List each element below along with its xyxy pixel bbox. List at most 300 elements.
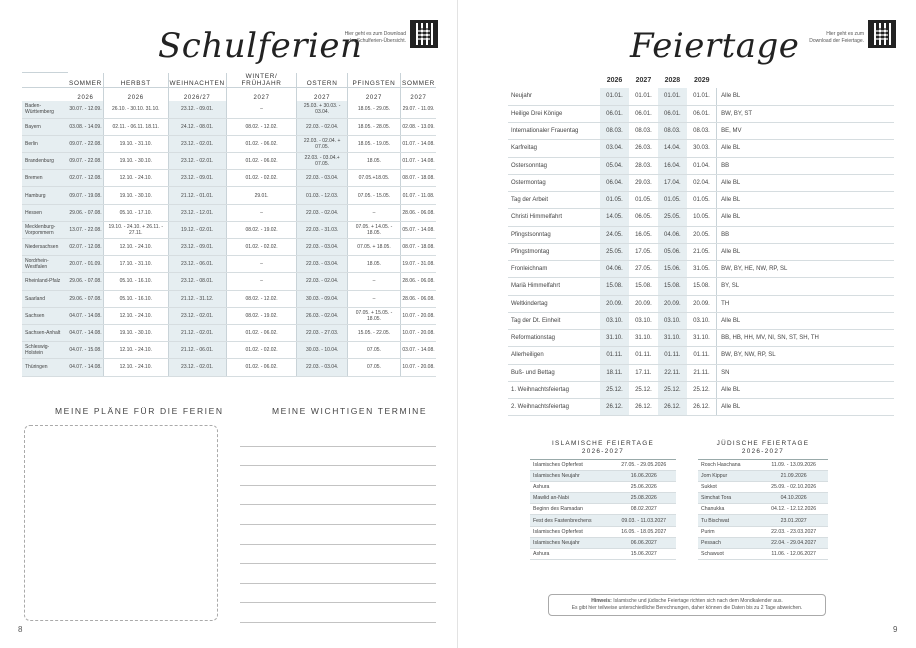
column-header: SOMMER xyxy=(401,73,437,88)
holiday-period: 22.03. - 02.04. xyxy=(297,204,348,221)
holiday-period: 22.03. - 03.04. xyxy=(297,239,348,256)
holiday-date: 25.12. xyxy=(600,381,629,398)
table-row xyxy=(22,187,436,204)
schulferien-table xyxy=(22,72,436,377)
holiday-date: 20.09. xyxy=(687,295,717,312)
holiday-date: 06.01. xyxy=(600,105,629,122)
list-item xyxy=(530,526,676,537)
holiday-period: 28.06. - 06.08. xyxy=(401,273,437,290)
holiday-date: 27.05. xyxy=(629,261,658,278)
state-name: Sachsen xyxy=(22,307,68,324)
holiday-period: 08.02. - 12.02. xyxy=(226,290,297,307)
holiday-period: 22.03. - 03.04. xyxy=(297,256,348,273)
holiday-period: – xyxy=(347,204,400,221)
holiday-name: Tag der Dt. Einheit xyxy=(508,312,600,329)
holiday-date: 18.11. xyxy=(600,364,629,381)
page-title: Feiertage xyxy=(630,26,800,66)
holiday-date: 06.01. xyxy=(658,105,687,122)
holiday-period: 22.03. - 03.04. xyxy=(297,170,348,187)
holiday-states: SN xyxy=(717,364,894,381)
holiday-period: 01.03. - 12.03. xyxy=(297,187,348,204)
holiday-name: Reformationstag xyxy=(508,330,600,347)
holiday-period: 09.07. - 22.08. xyxy=(68,135,103,152)
holiday-period: 25.03. + 30.03. - 03.04. xyxy=(297,101,348,118)
list-item xyxy=(530,493,676,504)
holiday-date: 08.02.2027 xyxy=(612,504,676,515)
table-row xyxy=(508,174,894,191)
holiday-date: 04.06. xyxy=(658,226,687,243)
table-header-row xyxy=(22,73,436,88)
holiday-date: 24.05. xyxy=(600,226,629,243)
qr-note: Hier geht es zum Download der Feiertage. xyxy=(809,31,864,44)
holiday-period: 07.05. xyxy=(347,342,400,359)
plans-notes-box[interactable] xyxy=(24,425,218,621)
holiday-date: 06.01. xyxy=(687,105,717,122)
holiday-period: 08.02. - 19.02. xyxy=(226,307,297,324)
holiday-date: 26.03. xyxy=(629,140,658,157)
holiday-date: 31.10. xyxy=(658,330,687,347)
holiday-date: 20.09. xyxy=(629,295,658,312)
holiday-date: 08.03. xyxy=(629,123,658,140)
holiday-period: – xyxy=(226,256,297,273)
table-row xyxy=(22,273,436,290)
holiday-period: 17.10. - 31.10. xyxy=(103,256,168,273)
holiday-date: 17.05. xyxy=(629,243,658,260)
holiday-states: BB, HB, HH, MV, NI, SN, ST, SH, TH xyxy=(717,330,894,347)
holiday-period: 21.12. - 31.12. xyxy=(168,290,226,307)
holiday-name: Islamisches Neujahr xyxy=(530,537,612,548)
holiday-date: 28.03. xyxy=(629,157,658,174)
note-line xyxy=(240,603,436,623)
holiday-date: 20.05. xyxy=(687,226,717,243)
holiday-period: 19.07. - 31.08. xyxy=(401,256,437,273)
holiday-period: – xyxy=(226,273,297,290)
table-row xyxy=(22,153,436,170)
table-row xyxy=(22,118,436,135)
holiday-states: BE, MV xyxy=(717,123,894,140)
table-row xyxy=(22,101,436,118)
holiday-date: 26.12. xyxy=(600,399,629,416)
holiday-states: TH xyxy=(717,295,894,312)
holiday-period: 23.12. - 12.01. xyxy=(168,204,226,221)
holiday-date: 15.08. xyxy=(658,278,687,295)
column-year: 2027 xyxy=(297,87,348,101)
column-year: 2026/27 xyxy=(168,87,226,101)
holiday-period: 29.06. - 07.08. xyxy=(68,290,103,307)
holiday-states: Alle BL xyxy=(717,243,894,260)
holiday-name: Fronleichnam xyxy=(508,261,600,278)
state-name: Baden-Württemberg xyxy=(22,101,68,118)
holiday-name: Jom Kippur xyxy=(698,471,759,482)
holiday-states: Alle BL xyxy=(717,399,894,416)
holiday-period: 12.10. - 24.10. xyxy=(103,359,168,376)
holiday-date: 31.10. xyxy=(629,330,658,347)
holiday-name: Neujahr xyxy=(508,88,600,105)
holiday-period: 19.10. - 24.10. + 26.11. - 27.11. xyxy=(103,221,168,238)
list-item xyxy=(698,471,828,482)
holiday-date: 14.04. xyxy=(658,140,687,157)
holiday-date: 20.09. xyxy=(600,295,629,312)
holiday-date: 01.01. xyxy=(687,88,717,105)
table-row xyxy=(22,170,436,187)
holiday-date: 27.05. - 29.05.2026 xyxy=(612,460,676,471)
holiday-period: 28.06. - 06.08. xyxy=(401,290,437,307)
list-item xyxy=(698,537,828,548)
holiday-period: – xyxy=(226,204,297,221)
holiday-states: BB xyxy=(717,157,894,174)
holiday-date: 31.05. xyxy=(687,261,717,278)
holiday-period: 30.03. - 10.04. xyxy=(297,342,348,359)
holiday-name: Islamisches Opferfest xyxy=(530,460,612,471)
holiday-date: 11.06. - 12.06.2027 xyxy=(759,548,828,559)
holiday-states: Alle BL xyxy=(717,88,894,105)
holiday-date: 25.12. xyxy=(658,381,687,398)
holiday-period: 23.12. - 06.01. xyxy=(168,256,226,273)
holiday-period: 22.03. - 02.04. + 07.05. xyxy=(297,135,348,152)
holiday-period: 19.10. - 30.10. xyxy=(103,153,168,170)
list-item xyxy=(698,482,828,493)
holiday-period: 18.05. - 29.05. xyxy=(347,101,400,118)
table-row xyxy=(508,399,894,416)
holiday-name: Fest des Fastenbrechens xyxy=(530,515,612,526)
year-header: 2028 xyxy=(664,76,681,84)
holiday-period: 08.02. - 12.02. xyxy=(226,118,297,135)
list-item xyxy=(530,515,676,526)
holiday-period: 28.06. - 06.08. xyxy=(401,204,437,221)
holiday-date: 06.06.2027 xyxy=(612,537,676,548)
table-row xyxy=(508,364,894,381)
table-row xyxy=(22,256,436,273)
holiday-date: 01.11. xyxy=(629,347,658,364)
holiday-name: Tu Bischwat xyxy=(698,515,759,526)
holiday-date: 23.01.2027 xyxy=(759,515,828,526)
holiday-date: 16.05. - 18.05.2027 xyxy=(612,526,676,537)
holiday-date: 17.04. xyxy=(658,174,687,191)
holiday-period: 26.03. - 02.04. xyxy=(297,307,348,324)
holiday-date: 08.03. xyxy=(687,123,717,140)
state-name: Sachsen-Anhalt xyxy=(22,324,68,341)
table-row xyxy=(508,330,894,347)
state-name: Hamburg xyxy=(22,187,68,204)
holiday-period: 23.12. - 09.01. xyxy=(168,170,226,187)
holiday-date: 25.09. - 02.10.2026 xyxy=(759,482,828,493)
column-year: 2027 xyxy=(401,87,437,101)
holiday-name: Allerheiligen xyxy=(508,347,600,364)
page-number: 8 xyxy=(18,625,23,634)
holiday-name: Internationaler Frauentag xyxy=(508,123,600,140)
holiday-period: 02.08. - 13.09. xyxy=(401,118,437,135)
holiday-period: 05.10. - 17.10. xyxy=(103,204,168,221)
column-header: PFINGSTEN xyxy=(347,73,400,88)
holiday-date: 05.04. xyxy=(600,157,629,174)
holiday-date: 05.06. xyxy=(658,243,687,260)
holiday-date: 22.04. - 29.04.2027 xyxy=(759,537,828,548)
table-row xyxy=(508,88,894,105)
holiday-date: 25.12. xyxy=(687,381,717,398)
list-item xyxy=(530,537,676,548)
table-row xyxy=(508,243,894,260)
holiday-period: 07.05. xyxy=(347,359,400,376)
table-row xyxy=(508,278,894,295)
holiday-period: 04.07. - 14.08. xyxy=(68,324,103,341)
holiday-date: 01.05. xyxy=(629,192,658,209)
year-header: 2029 xyxy=(693,76,710,84)
note-line xyxy=(240,427,436,447)
table-row xyxy=(508,295,894,312)
holiday-states: BW, BY, HE, NW, RP, SL xyxy=(717,261,894,278)
table-row xyxy=(22,359,436,376)
holiday-date: 01.11. xyxy=(658,347,687,364)
column-header: WEIHNACHTEN xyxy=(168,73,226,88)
holiday-period: 12.10. - 24.10. xyxy=(103,170,168,187)
table-row xyxy=(22,290,436,307)
holiday-states: Alle BL xyxy=(717,312,894,329)
column-header: OSTERN xyxy=(297,73,348,88)
holiday-period: – xyxy=(226,101,297,118)
holiday-date: 01.04. xyxy=(687,157,717,174)
state-name: Rheinland-Pfalz xyxy=(22,273,68,290)
holiday-period: – xyxy=(347,273,400,290)
holiday-period: 01.02. - 06.02. xyxy=(226,324,297,341)
holiday-date: 06.01. xyxy=(629,105,658,122)
holiday-period: 22.03. - 03.04.+ 07.05. xyxy=(297,153,348,170)
qr-code-icon[interactable] xyxy=(410,20,438,48)
holiday-date: 01.11. xyxy=(600,347,629,364)
holiday-period: 08.02. - 19.02. xyxy=(226,221,297,238)
holiday-period: 01.02. - 02.02. xyxy=(226,342,297,359)
holiday-date: 06.04. xyxy=(600,174,629,191)
holiday-date: 04.06. xyxy=(600,261,629,278)
holiday-period: 29.07. - 11.09. xyxy=(401,101,437,118)
list-item xyxy=(530,471,676,482)
holiday-date: 31.10. xyxy=(600,330,629,347)
note-line xyxy=(240,447,436,467)
holiday-date: 26.12. xyxy=(629,399,658,416)
holiday-date: 03.10. xyxy=(629,312,658,329)
holiday-period: 02.07. - 12.08. xyxy=(68,239,103,256)
table-row xyxy=(22,307,436,324)
holiday-name: Pfingstsonntag xyxy=(508,226,600,243)
holiday-name: Mariä Himmelfahrt xyxy=(508,278,600,295)
holiday-period: 30.07. - 12.09. xyxy=(68,101,103,118)
holiday-date: 25.06.2026 xyxy=(612,482,676,493)
holiday-date: 03.10. xyxy=(658,312,687,329)
table-row xyxy=(508,123,894,140)
holiday-period: 20.07. - 01.09. xyxy=(68,256,103,273)
holiday-date: 01.05. xyxy=(600,192,629,209)
holiday-date: 21.11. xyxy=(687,364,717,381)
table-row xyxy=(22,342,436,359)
table-row xyxy=(508,381,894,398)
holiday-period: 04.07. - 15.08. xyxy=(68,342,103,359)
holiday-period: 22.03. - 27.03. xyxy=(297,324,348,341)
holiday-period: 29.06. - 07.08. xyxy=(68,204,103,221)
holiday-period: 01.02. - 02.02. xyxy=(226,170,297,187)
holiday-date: 03.10. xyxy=(600,312,629,329)
holiday-date: 15.08. xyxy=(600,278,629,295)
holiday-period: 29.01. xyxy=(226,187,297,204)
holiday-name: Buß- und Bettag xyxy=(508,364,600,381)
holiday-period: 19.10. - 30.10. xyxy=(103,187,168,204)
holiday-period: 19.12. - 02.01. xyxy=(168,221,226,238)
list-item xyxy=(530,504,676,515)
holiday-period: 15.05. - 22.05. xyxy=(347,324,400,341)
holiday-date: 22.11. xyxy=(658,364,687,381)
holiday-period: 04.07. - 14.08. xyxy=(68,359,103,376)
terms-lines[interactable] xyxy=(240,427,436,623)
holiday-period: 01.07. - 11.08. xyxy=(401,187,437,204)
holiday-period: 23.12. - 02.01. xyxy=(168,135,226,152)
holiday-name: Rosch Haschana xyxy=(698,460,759,471)
state-name: Brandenburg xyxy=(22,153,68,170)
holiday-period: 21.12. - 02.01. xyxy=(168,324,226,341)
table-row xyxy=(22,239,436,256)
holiday-period: 18.05. xyxy=(347,153,400,170)
holiday-period: 01.07. - 14.08. xyxy=(401,153,437,170)
holiday-date: 01.11. xyxy=(687,347,717,364)
state-name: Saarland xyxy=(22,290,68,307)
holiday-date: 29.03. xyxy=(629,174,658,191)
holiday-date: 03.10. xyxy=(687,312,717,329)
holiday-period: 01.02. - 06.02. xyxy=(226,135,297,152)
holiday-period: 09.07. - 22.08. xyxy=(68,153,103,170)
table-row xyxy=(508,347,894,364)
region-header xyxy=(717,72,894,88)
holiday-date: 01.05. xyxy=(658,192,687,209)
holiday-period: 04.07. - 14.08. xyxy=(68,307,103,324)
list-item xyxy=(530,460,676,471)
holiday-date: 01.01. xyxy=(600,88,629,105)
holiday-date: 21.09.2026 xyxy=(759,471,828,482)
holiday-states: Alle BL xyxy=(717,140,894,157)
holiday-period: 01.07. - 14.08. xyxy=(401,135,437,152)
list-item xyxy=(698,460,828,471)
holiday-date: 25.12. xyxy=(629,381,658,398)
holiday-period: 21.12. - 06.01. xyxy=(168,342,226,359)
qr-code-icon[interactable] xyxy=(868,20,896,48)
holiday-period: 03.07. - 14.08. xyxy=(401,342,437,359)
table-row xyxy=(22,135,436,152)
holiday-period: 18.05. xyxy=(347,256,400,273)
holiday-period: 03.08. - 14.09. xyxy=(68,118,103,135)
holiday-name: Schawuot xyxy=(698,548,759,559)
list-item xyxy=(698,526,828,537)
holiday-date: 25.08.2026 xyxy=(612,493,676,504)
holiday-date: 21.05. xyxy=(687,243,717,260)
holiday-period: 23.12. - 09.01. xyxy=(168,101,226,118)
holiday-name: Simchat Tora xyxy=(698,493,759,504)
holiday-name: Tag der Arbeit xyxy=(508,192,600,209)
holiday-date: 26.12. xyxy=(658,399,687,416)
table-row xyxy=(22,324,436,341)
holiday-name: Karfreitag xyxy=(508,140,600,157)
note-line xyxy=(240,466,436,486)
column-header: HERBST xyxy=(103,73,168,88)
holiday-date: 15.08. xyxy=(687,278,717,295)
holiday-name: Heilige Drei Könige xyxy=(508,105,600,122)
list-item xyxy=(698,504,828,515)
holiday-period: 09.07. - 19.08. xyxy=(68,187,103,204)
column-header: WINTER/ FRÜHJAHR xyxy=(226,73,297,88)
holiday-period: 07.05. + 14.05. - 18.05. xyxy=(347,221,400,238)
holiday-date: 16.06.2026 xyxy=(612,471,676,482)
column-header: SOMMER xyxy=(69,79,102,87)
year-header: 2026 xyxy=(606,76,623,84)
holiday-period: 23.12. - 09.01. xyxy=(168,239,226,256)
holiday-states: Alle BL xyxy=(717,192,894,209)
holiday-period: 10.07. - 20.08. xyxy=(401,324,437,341)
holiday-name: Beginn des Ramadan xyxy=(530,504,612,515)
holiday-name: Ostersonntag xyxy=(508,157,600,174)
holiday-date: 01.05. xyxy=(687,192,717,209)
holiday-period: 22.03. - 31.03. xyxy=(297,221,348,238)
holiday-period: 12.10. - 24.10. xyxy=(103,239,168,256)
holiday-date: 25.05. xyxy=(658,209,687,226)
holiday-name: 2. Weihnachtsfeiertag xyxy=(508,399,600,416)
note-line xyxy=(240,525,436,545)
table-row xyxy=(22,221,436,238)
holiday-name: Pfingstmontag xyxy=(508,243,600,260)
holiday-date: 04.12. - 12.12.2026 xyxy=(759,504,828,515)
list-item xyxy=(698,493,828,504)
holiday-date: 15.08. xyxy=(629,278,658,295)
page-number: 9 xyxy=(893,625,898,634)
holiday-states: BY, SL xyxy=(717,278,894,295)
holiday-name: Weltkindertag xyxy=(508,295,600,312)
holiday-date: 01.01. xyxy=(658,88,687,105)
holiday-period: 05.10. - 16.10. xyxy=(103,273,168,290)
holiday-date: 16.05. xyxy=(629,226,658,243)
holiday-name: Sukkot xyxy=(698,482,759,493)
state-name: Bayern xyxy=(22,118,68,135)
holiday-name: Ashura xyxy=(530,482,612,493)
note-line xyxy=(240,486,436,506)
holiday-period: 22.03. - 02.04. xyxy=(297,118,348,135)
holiday-period: 23.12. - 02.01. xyxy=(168,307,226,324)
year-header: 2027 xyxy=(635,76,652,84)
holiday-period: 18.05. - 28.05. xyxy=(347,118,400,135)
holiday-name: Islamisches Opferfest xyxy=(530,526,612,537)
jewish-holidays: JÜDISCHE FEIERTAGE 2026-2027 Rosch Haschana 11.09. - 13.09.2026 Jom Kippur 21.09.2026 Sukkot 25.09. - 02.10.2026 Simchat Tora 04.10.2026 Chanukka 04.12. - 12.12.2026 Tu Bischwat 23.01.2027 Purim 22.03. - 23.03.2027 Pessach 22.04. - 29.04.2027 Schawuot 11.06. - 12.06.2027 xyxy=(698,440,828,560)
holiday-name: Islamisches Neujahr xyxy=(530,471,612,482)
holiday-date: 14.05. xyxy=(600,209,629,226)
list-item xyxy=(530,482,676,493)
holiday-name: Christi Himmelfahrt xyxy=(508,209,600,226)
holiday-date: 20.09. xyxy=(658,295,687,312)
holiday-period: 26.10. - 30.10. 31.10. xyxy=(103,101,168,118)
holiday-period: 21.12. - 01.01. xyxy=(168,187,226,204)
holiday-states: BW, BY, ST xyxy=(717,105,894,122)
holiday-states: Alle BL xyxy=(717,381,894,398)
table-row xyxy=(508,157,894,174)
holiday-period: 24.12. - 08.01. xyxy=(168,118,226,135)
holiday-date: 10.05. xyxy=(687,209,717,226)
holiday-date: 22.03. - 23.03.2027 xyxy=(759,526,828,537)
holiday-period: 18.05. - 19.05. xyxy=(347,135,400,152)
holiday-date: 31.10. xyxy=(687,330,717,347)
holiday-period: 01.02. - 06.02. xyxy=(226,359,297,376)
page-title: Schulferien xyxy=(158,26,363,66)
plans-label: MEINE PLÄNE FÜR DIE FERIEN xyxy=(55,406,224,416)
table-row xyxy=(22,204,436,221)
holiday-period: 29.06. - 07.08. xyxy=(68,273,103,290)
holiday-period: 08.07. - 18.08. xyxy=(401,170,437,187)
state-name: Hessen xyxy=(22,204,68,221)
holiday-period: 10.07. - 20.08. xyxy=(401,307,437,324)
state-name: Schleswig-Holstein xyxy=(22,342,68,359)
note-line xyxy=(240,584,436,604)
holiday-name: Pessach xyxy=(698,537,759,548)
